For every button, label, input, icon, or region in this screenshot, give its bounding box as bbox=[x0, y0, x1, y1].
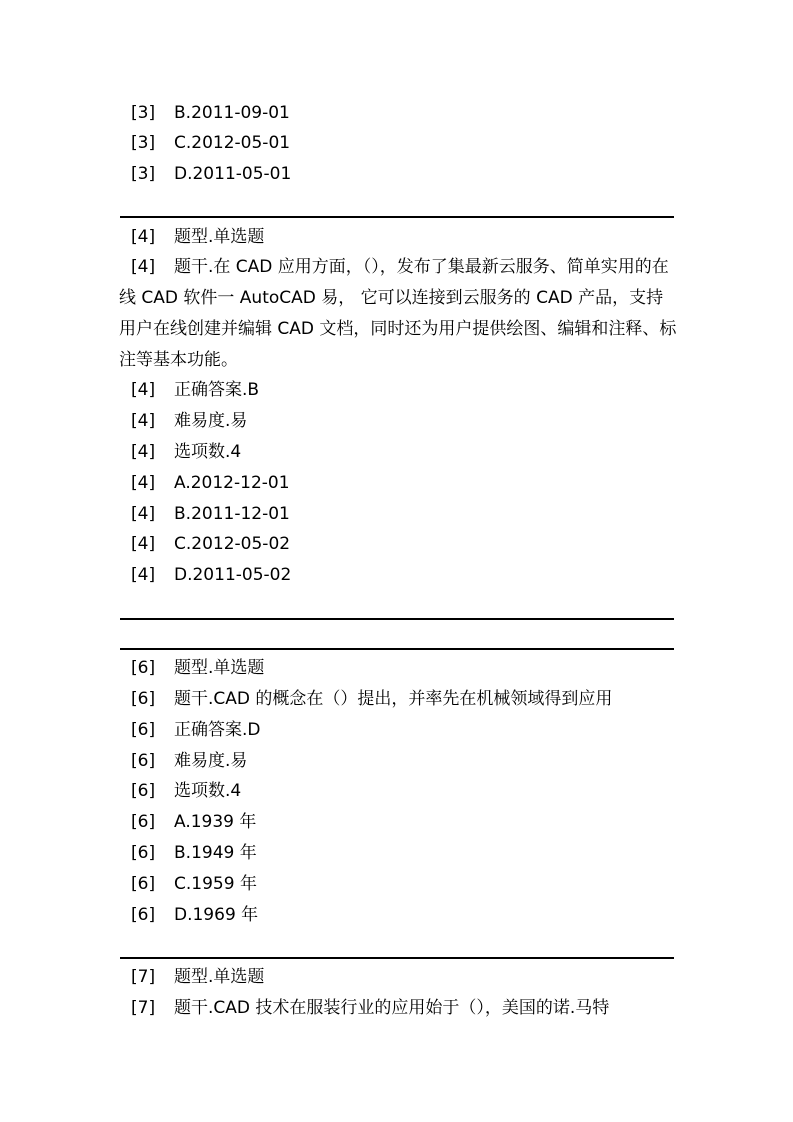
question-number: [4] bbox=[131, 442, 156, 462]
option-line bbox=[131, 503, 290, 525]
question-type-text: 题型.单选题 bbox=[174, 227, 265, 247]
question-number: [6] bbox=[131, 905, 156, 925]
question-number: [6] bbox=[131, 874, 156, 894]
question-number: [4] bbox=[131, 565, 156, 585]
section-divider bbox=[120, 216, 674, 218]
option-line bbox=[131, 811, 256, 833]
question-number: [4] bbox=[131, 380, 156, 400]
answer-text: 正确答案.D bbox=[174, 720, 261, 740]
option-line bbox=[131, 472, 290, 494]
question-number: [4] bbox=[131, 534, 156, 554]
question-number: [3] bbox=[131, 103, 156, 123]
question-number: [4] bbox=[131, 227, 156, 247]
question-number: [6] bbox=[131, 843, 156, 863]
option-line bbox=[131, 132, 290, 154]
option-text: A.1939 年 bbox=[174, 812, 257, 832]
option-line bbox=[131, 842, 257, 864]
answer-text: 正确答案.B bbox=[174, 380, 260, 400]
option-text: C.1959 年 bbox=[174, 874, 257, 894]
option-text: C.2012-05-01 bbox=[174, 133, 291, 153]
option-line bbox=[131, 904, 258, 926]
option-line bbox=[131, 873, 257, 895]
question-number: [7] bbox=[131, 998, 156, 1018]
section-divider bbox=[120, 648, 674, 650]
question-number: [6] bbox=[131, 812, 156, 832]
question-stem-line bbox=[131, 997, 609, 1019]
question-type-text: 题型.单选题 bbox=[174, 658, 265, 678]
difficulty-line bbox=[131, 410, 247, 432]
option-text: B.2011-09-01 bbox=[174, 103, 290, 123]
option-text: B.2011-12-01 bbox=[174, 504, 290, 524]
question-number: [6] bbox=[131, 658, 156, 678]
option-count-line bbox=[131, 780, 241, 802]
section-divider bbox=[120, 957, 674, 959]
question-number: [6] bbox=[131, 720, 156, 740]
section-divider bbox=[120, 618, 674, 620]
option-text: D.2011-05-01 bbox=[174, 164, 292, 184]
question-number: [3] bbox=[131, 164, 156, 184]
question-stem-text: 题干.在 CAD 应用方面，（），发布了集最新云服务、简单实用的在线 CAD 软件一 AutoCAD 易， 它可以连接到云服务的 CAD 产品，支持用户在线创建并编辑 CAD 文档，同时还为用户提供绘图、编辑和注释、标注等基本功能。 bbox=[119, 257, 677, 370]
question-type-text: 题型.单选题 bbox=[174, 967, 265, 987]
option-count-text: 选项数.4 bbox=[174, 442, 242, 462]
answer-line bbox=[131, 379, 259, 401]
option-text: D.1969 年 bbox=[174, 905, 259, 925]
difficulty-text: 难易度.易 bbox=[174, 751, 248, 771]
difficulty-text: 难易度.易 bbox=[174, 411, 248, 431]
question-stem-paragraph bbox=[119, 252, 679, 376]
question-stem-text: 题干.CAD 的概念在（）提出，并率先在机械领域得到应用 bbox=[174, 689, 613, 709]
question-number: [6] bbox=[131, 689, 156, 709]
option-line bbox=[131, 533, 290, 555]
option-line bbox=[131, 102, 290, 124]
option-count-text: 选项数.4 bbox=[174, 781, 242, 801]
question-type-line bbox=[131, 226, 264, 248]
option-text: C.2012-05-02 bbox=[174, 534, 291, 554]
option-count-line bbox=[131, 441, 241, 463]
option-text: A.2012-12-01 bbox=[174, 473, 290, 493]
question-type-line bbox=[131, 966, 264, 988]
question-stem-line bbox=[131, 688, 612, 710]
question-stem-text: 题干.CAD 技术在服装行业的应用始于（），美国的诺.马特 bbox=[174, 998, 610, 1018]
question-number: [4] bbox=[131, 411, 156, 431]
question-number: [4] bbox=[131, 473, 156, 493]
question-number: [6] bbox=[131, 781, 156, 801]
question-number: [7] bbox=[131, 967, 156, 987]
question-number: [3] bbox=[131, 133, 156, 153]
difficulty-line bbox=[131, 750, 247, 772]
option-line bbox=[131, 564, 291, 586]
question-type-line bbox=[131, 657, 264, 679]
question-number: [4] bbox=[131, 504, 156, 524]
answer-line bbox=[131, 719, 261, 741]
question-number: [6] bbox=[131, 751, 156, 771]
option-line bbox=[131, 163, 291, 185]
question-number: [4] bbox=[131, 257, 156, 277]
option-text: B.1949 年 bbox=[174, 843, 257, 863]
option-text: D.2011-05-02 bbox=[174, 565, 292, 585]
